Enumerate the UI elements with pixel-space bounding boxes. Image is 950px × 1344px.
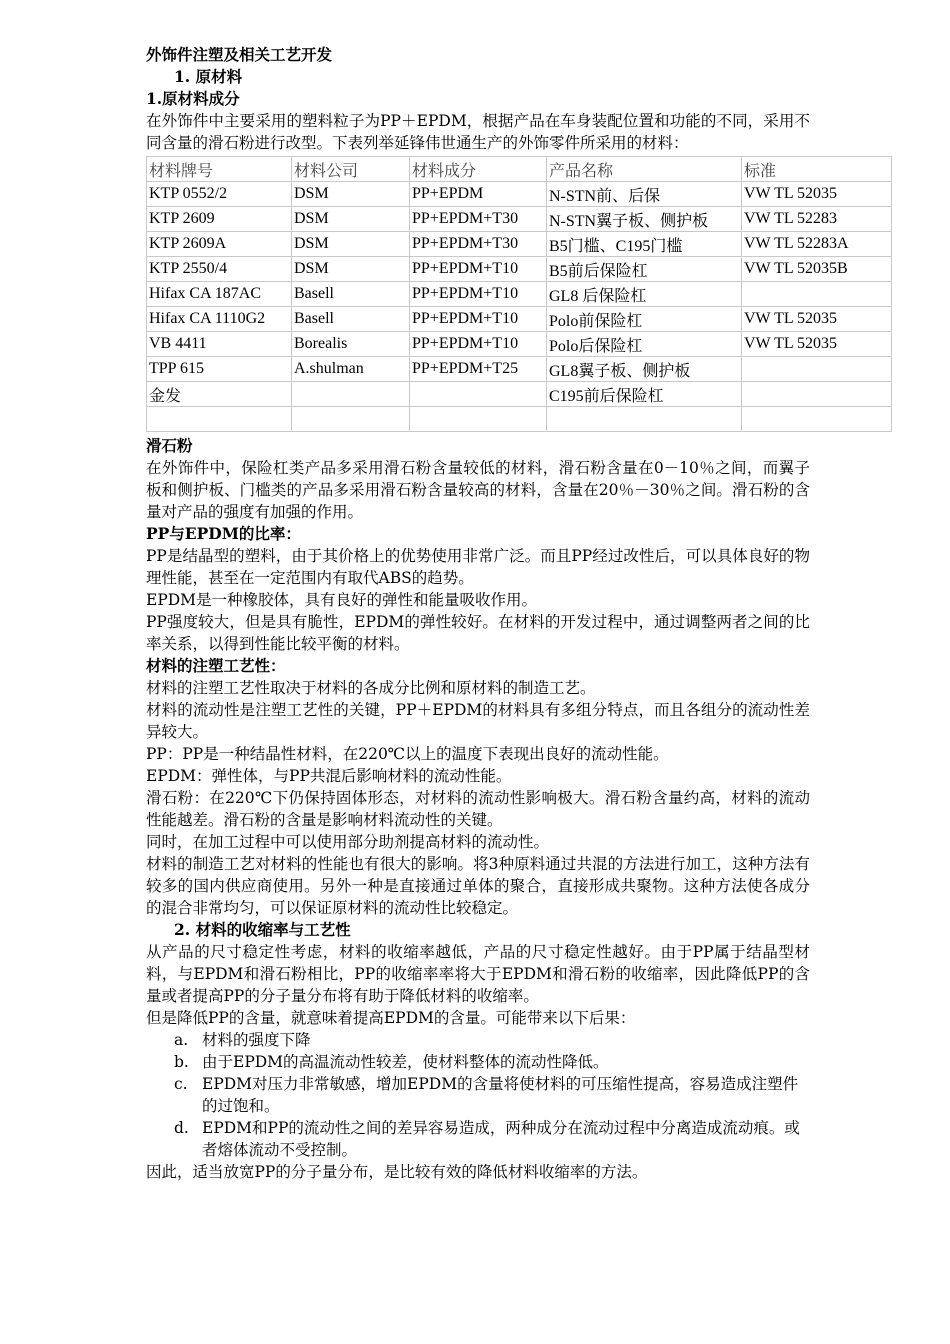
molding-paragraph-5: 滑石粉：在220℃下仍保持固体形态，对材料的流动性影响极大。滑石粉含量约高，材料的流动性能越差。滑石粉的含量是影响材料流动性的关键。 — [146, 789, 810, 829]
table-row — [147, 207, 892, 232]
molding-paragraph-2: 材料的流动性是注塑工艺性的关键，PP＋EPDM的材料具有多组分特点，而且各组分的流动性差异较大。 — [146, 701, 810, 741]
table-cell: N-STN翼子板、侧护板 — [547, 207, 742, 232]
table-cell: TPP 615 — [147, 357, 292, 382]
table-cell: VW TL 52035B — [742, 257, 892, 282]
list-item — [146, 1117, 810, 1161]
section-1-heading: 1. 原材料 — [174, 67, 243, 86]
table-cell: Hifax CA 187AC — [147, 282, 292, 307]
shrinkage-paragraph-1: 从产品的尺寸稳定性考虑，材料的收缩率越低，产品的尺寸稳定性越好。由于PP属于结晶型材料，与EPDM和滑石粉相比，PP的收缩率率将大于EPDM和滑石粉的收缩率，因此降低PP的含量或者提高PP的分子量分布将有助于降低材料的收缩率。 — [146, 943, 810, 1005]
table-cell: KTP 2550/4 — [147, 257, 292, 282]
conclusion-paragraph: 因此，适当放宽PP的分子量分布，是比较有效的降低材料收缩率的方法。 — [146, 1163, 648, 1181]
table-cell: DSM — [292, 257, 410, 282]
table-cell: VB 4411 — [147, 332, 292, 357]
table-cell: Polo前保险杠 — [547, 307, 742, 332]
table-row — [147, 182, 892, 207]
table-cell: C195前后保险杠 — [547, 382, 742, 407]
ratio-paragraph-2: EPDM是一种橡胶体，具有良好的弹性和能量吸收作用。 — [146, 591, 538, 609]
table-cell — [292, 382, 410, 407]
table-row — [147, 382, 892, 407]
molding-paragraph-1: 材料的注塑工艺性取决于材料的各成分比例和原材料的制造工艺。 — [146, 679, 596, 697]
table-cell: Borealis — [292, 332, 410, 357]
table-cell — [410, 407, 547, 432]
consequence-list — [146, 1029, 810, 1161]
ratio-paragraph-3: PP强度较大，但是具有脆性，EPDM的弹性较好。在材料的开发过程中，通过调整两者之间的比率关系，以得到性能比较平衡的材料。 — [146, 613, 810, 653]
ratio-paragraph-1: PP是结晶型的塑料，由于其价格上的优势使用非常广泛。而且PP经过改性后，可以具体良好的物理性能，甚至在一定范围内有取代ABS的趋势。 — [146, 547, 810, 587]
table-cell: DSM — [292, 232, 410, 257]
table-header-cell: 材料成分 — [410, 157, 547, 182]
table-cell: VW TL 52283A — [742, 232, 892, 257]
list-text: 由于EPDM的高温流动性较差，使材料整体的流动性降低。 — [202, 1053, 609, 1071]
pp-epdm-ratio-heading: PP与EPDM的比率： — [146, 524, 301, 543]
molding-paragraph-7: 材料的制造工艺对材料的性能也有很大的影响。将3种原料通过共混的方法进行加工，这种方法有较多的国内供应商使用。另外一种是直接通过单体的聚合，直接形成共聚物。这种方法使各成分的混合非常均匀，可以保证原材料的流动性比较稳定。 — [146, 855, 810, 917]
list-text: EPDM和PP的流动性之间的差异容易造成，两种成分在流动过程中分离造成流动痕。或者熔体流动不受控制。 — [202, 1119, 800, 1159]
table-row — [147, 232, 892, 257]
table-cell: KTP 2609 — [147, 207, 292, 232]
table-cell: 金发 — [147, 382, 292, 407]
material-intro-paragraph: 在外饰件中主要采用的塑料粒子为PP＋EPDM，根据产品在车身装配位置和功能的不同，采用不同含量的滑石粉进行改型。下表列举延锋伟世通生产的外饰零件所采用的材料： — [146, 112, 810, 152]
table-cell: B5前后保险杠 — [547, 257, 742, 282]
list-marker: c. — [174, 1075, 188, 1093]
document-page — [146, 44, 849, 1183]
table-cell — [742, 407, 892, 432]
table-cell: GL8翼子板、侧护板 — [547, 357, 742, 382]
table-row — [147, 282, 892, 307]
table-cell — [147, 407, 292, 432]
molding-heading: 材料的注塑工艺性： — [146, 656, 286, 675]
table-header-cell: 材料公司 — [292, 157, 410, 182]
table-cell: PP+EPDM+T10 — [410, 282, 547, 307]
materials-table — [146, 156, 892, 432]
list-marker: d. — [174, 1119, 189, 1137]
talc-heading: 滑石粉 — [146, 436, 193, 455]
table-cell: Basell — [292, 282, 410, 307]
table-cell: Polo后保险杠 — [547, 332, 742, 357]
table-cell: KTP 2609A — [147, 232, 292, 257]
list-marker: b. — [174, 1053, 189, 1071]
molding-paragraph-3: PP：PP是一种结晶性材料，在220℃以上的温度下表现出良好的流动性能。 — [146, 745, 669, 763]
table-header-cell: 产品名称 — [547, 157, 742, 182]
table-cell: VW TL 52035 — [742, 332, 892, 357]
table-row — [147, 257, 892, 282]
table-header-cell: 标准 — [742, 157, 892, 182]
table-cell — [292, 407, 410, 432]
list-marker: a. — [174, 1031, 189, 1049]
subsection-material-composition-heading: 1.原材料成分 — [146, 89, 240, 108]
table-cell: B5门槛、C195门槛 — [547, 232, 742, 257]
table-header-cell: 材料牌号 — [147, 157, 292, 182]
table-cell: Hifax CA 1110G2 — [147, 307, 292, 332]
table-cell — [410, 382, 547, 407]
table-cell: VW TL 52035 — [742, 307, 892, 332]
table-cell: KTP 0552/2 — [147, 182, 292, 207]
table-row — [147, 332, 892, 357]
table-cell: N-STN前、后保 — [547, 182, 742, 207]
table-cell: VW TL 52283 — [742, 207, 892, 232]
table-cell: PP+EPDM+T10 — [410, 257, 547, 282]
table-cell: DSM — [292, 207, 410, 232]
molding-paragraph-4: EPDM：弹性体，与PP共混后影响材料的流动性能。 — [146, 767, 512, 785]
list-item — [146, 1073, 810, 1117]
table-cell: PP+EPDM+T30 — [410, 232, 547, 257]
table-cell: DSM — [292, 182, 410, 207]
list-item — [146, 1029, 810, 1051]
table-cell: A.shulman — [292, 357, 410, 382]
document-title: 外饰件注塑及相关工艺开发 — [146, 45, 333, 64]
table-cell: PP+EPDM+T10 — [410, 332, 547, 357]
table-cell: PP+EPDM+T10 — [410, 307, 547, 332]
table-header-row — [147, 157, 892, 182]
talc-paragraph: 在外饰件中，保险杠类产品多采用滑石粉含量较低的材料，滑石粉含量在0－10％之间，而翼子板和侧护板、门槛类的产品多采用滑石粉含量较高的材料，含量在20％－30％之间。滑石粉的含量对产品的强度有加强的作用。 — [146, 459, 810, 521]
table-row — [147, 357, 892, 382]
table-cell — [742, 357, 892, 382]
table-cell: VW TL 52035 — [742, 182, 892, 207]
table-cell: PP+EPDM — [410, 182, 547, 207]
table-cell — [742, 382, 892, 407]
table-cell: PP+EPDM+T30 — [410, 207, 547, 232]
table-cell — [742, 282, 892, 307]
list-text: EPDM对压力非常敏感，增加EPDM的含量将使材料的可压缩性提高，容易造成注塑件的过饱和。 — [202, 1075, 799, 1115]
table-row — [147, 407, 892, 432]
table-cell — [547, 407, 742, 432]
section-2-heading: 2. 材料的收缩率与工艺性 — [174, 920, 351, 939]
table-cell: Basell — [292, 307, 410, 332]
table-row — [147, 307, 892, 332]
list-text: 材料的强度下降 — [202, 1031, 311, 1049]
table-cell: GL8 后保险杠 — [547, 282, 742, 307]
shrinkage-paragraph-2: 但是降低PP的含量，就意味着提高EPDM的含量。可能带来以下后果： — [146, 1009, 636, 1027]
list-item — [146, 1051, 810, 1073]
molding-paragraph-6: 同时，在加工过程中可以使用部分助剂提高材料的流动性。 — [146, 833, 550, 851]
table-cell: PP+EPDM+T25 — [410, 357, 547, 382]
